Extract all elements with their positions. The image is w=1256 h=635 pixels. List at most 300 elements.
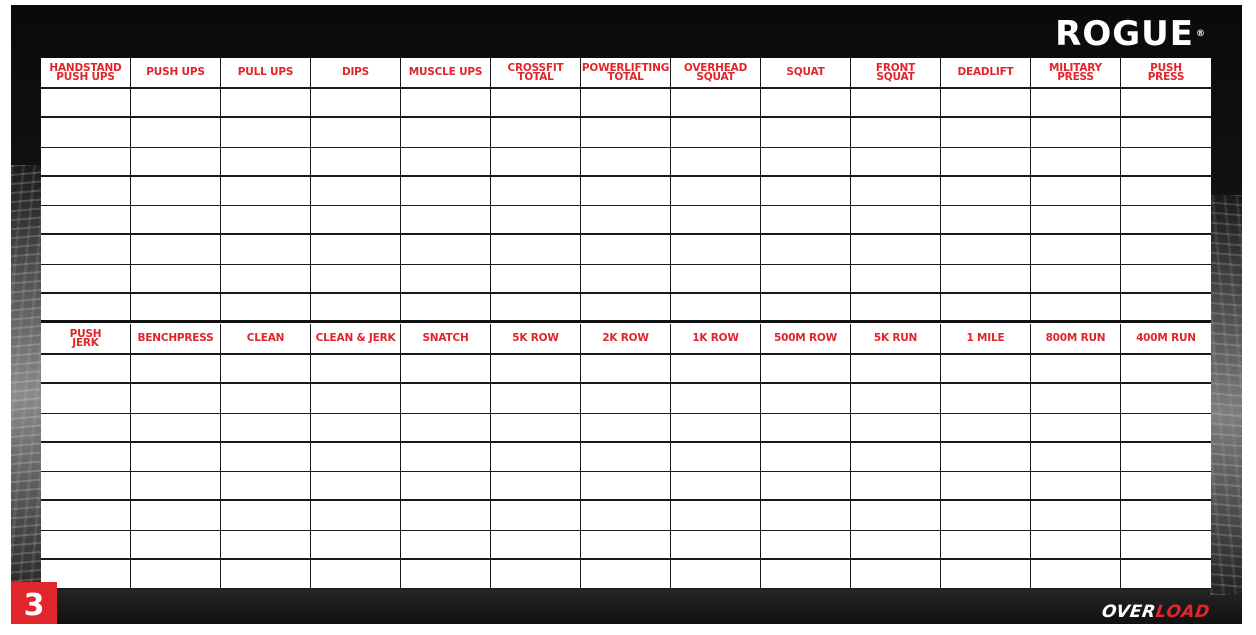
entry-slot[interactable]: [941, 265, 1030, 294]
record-column: [41, 58, 131, 323]
entry-slot[interactable]: [491, 355, 580, 384]
entry-slot[interactable]: [761, 265, 850, 294]
entry-slot[interactable]: [761, 414, 850, 443]
record-column: [1031, 58, 1121, 323]
entry-slot[interactable]: [221, 177, 310, 206]
entry-slot[interactable]: [761, 235, 850, 264]
entry-slot[interactable]: [311, 206, 400, 235]
column-header-label: [1147, 61, 1185, 83]
column-header-line: OVERHEAD: [683, 61, 748, 74]
entry-slot[interactable]: [671, 177, 760, 206]
entry-slot[interactable]: [1031, 294, 1120, 323]
entry-slot[interactable]: [491, 443, 580, 472]
entry-slot[interactable]: [41, 148, 130, 177]
entry-slot[interactable]: [1121, 89, 1211, 118]
entry-slot[interactable]: [851, 148, 940, 177]
entry-slot[interactable]: [1121, 148, 1211, 177]
column-header-label: [507, 61, 564, 83]
entry-slot[interactable]: [851, 472, 940, 501]
column-header-label: [238, 68, 293, 77]
column-header: [311, 58, 400, 89]
entry-slot[interactable]: [671, 235, 760, 264]
column-header-label: [774, 334, 837, 343]
entry-slot[interactable]: [941, 148, 1030, 177]
entry-slot[interactable]: [941, 560, 1030, 589]
grunge-texture-left: [11, 165, 45, 585]
entry-slot[interactable]: [491, 265, 580, 294]
column-header: [671, 324, 760, 355]
entry-slot[interactable]: [1121, 355, 1211, 384]
entry-slot[interactable]: [851, 89, 940, 118]
column-header-label: [967, 334, 1005, 343]
column-header-label: [692, 334, 739, 343]
entry-slot[interactable]: [941, 531, 1030, 560]
column-header: [761, 324, 850, 355]
record-column: [131, 58, 221, 323]
entry-slot[interactable]: [1031, 443, 1120, 472]
entry-slot[interactable]: [221, 501, 310, 530]
column-header-label: [1046, 334, 1106, 343]
entry-slot[interactable]: [1031, 148, 1120, 177]
entry-slot[interactable]: [1031, 206, 1120, 235]
entry-slot[interactable]: [761, 89, 850, 118]
record-column: [1121, 324, 1211, 589]
entry-slot[interactable]: [41, 384, 130, 413]
entry-slot[interactable]: [581, 294, 670, 323]
entry-slot[interactable]: [1121, 443, 1211, 472]
entry-slot[interactable]: [581, 443, 670, 472]
entry-slot[interactable]: [941, 294, 1030, 323]
entry-slot[interactable]: [671, 414, 760, 443]
entry-slot[interactable]: [491, 294, 580, 323]
entry-slot[interactable]: [131, 472, 220, 501]
entry-slot[interactable]: [671, 206, 760, 235]
entry-slot[interactable]: [941, 414, 1030, 443]
entry-slot[interactable]: [491, 384, 580, 413]
entry-slot[interactable]: [311, 384, 400, 413]
column-header-label: [1136, 334, 1196, 343]
entry-slot[interactable]: [311, 148, 400, 177]
entry-slot[interactable]: [491, 560, 580, 589]
entry-slot[interactable]: [41, 414, 130, 443]
column-header: [851, 324, 940, 355]
page-number-badge: 3: [11, 582, 57, 624]
entry-slot[interactable]: [1031, 501, 1120, 530]
column-header-line: CLEAN: [246, 332, 285, 344]
column-header-label: [581, 61, 670, 83]
entry-slot[interactable]: [401, 355, 490, 384]
entry-slot[interactable]: [401, 501, 490, 530]
entry-slot[interactable]: [491, 414, 580, 443]
entry-slot[interactable]: [401, 443, 490, 472]
entry-slot[interactable]: [941, 443, 1030, 472]
record-column: [851, 58, 941, 323]
column-header-line: PRESS: [1057, 70, 1094, 83]
entry-slot[interactable]: [941, 384, 1030, 413]
entry-slot[interactable]: [581, 206, 670, 235]
entry-slot[interactable]: [761, 118, 850, 147]
column-header-label: [957, 68, 1013, 77]
entry-slot[interactable]: [1121, 177, 1211, 206]
column-header-label: [409, 68, 483, 77]
entry-slot[interactable]: [581, 265, 670, 294]
entry-slot[interactable]: [1031, 560, 1120, 589]
column-header-line: TOTAL: [517, 70, 554, 83]
entry-slot[interactable]: [1121, 472, 1211, 501]
entry-slot[interactable]: [221, 118, 310, 147]
column-header-label: [316, 334, 396, 343]
entry-slot[interactable]: [941, 472, 1030, 501]
column-header-line: 1 MILE: [966, 332, 1005, 344]
entry-slot[interactable]: [1031, 235, 1120, 264]
entry-slot[interactable]: [851, 177, 940, 206]
entry-slot[interactable]: [131, 235, 220, 264]
entry-slot[interactable]: [671, 265, 760, 294]
record-column: [581, 58, 671, 323]
column-header-line: PUSH: [1150, 61, 1182, 74]
entry-slot[interactable]: [581, 384, 670, 413]
entry-slot[interactable]: [491, 206, 580, 235]
entry-slot[interactable]: [131, 531, 220, 560]
entry-slot[interactable]: [1121, 384, 1211, 413]
column-header: [581, 58, 670, 89]
entry-slot[interactable]: [761, 531, 850, 560]
column-header-line: PUSH UPS: [56, 70, 115, 83]
column-header: [1031, 58, 1120, 89]
record-column: [491, 324, 581, 589]
entry-slot[interactable]: [131, 206, 220, 235]
entry-slot[interactable]: [221, 294, 310, 323]
entry-slot[interactable]: [1031, 118, 1120, 147]
entry-slot[interactable]: [1121, 414, 1211, 443]
entry-slot[interactable]: [221, 89, 310, 118]
entry-slot[interactable]: [221, 414, 310, 443]
entry-slot[interactable]: [1121, 235, 1211, 264]
entry-slot[interactable]: [1031, 531, 1120, 560]
column-header: [671, 58, 760, 89]
entry-slot[interactable]: [311, 294, 400, 323]
column-header-label: [49, 61, 122, 83]
entry-slot[interactable]: [581, 235, 670, 264]
column-header-line: CLEAN & JERK: [315, 332, 396, 344]
entry-slot[interactable]: [671, 294, 760, 323]
entry-slot[interactable]: [131, 148, 220, 177]
entry-slot[interactable]: [1121, 294, 1211, 323]
entry-slot[interactable]: [941, 501, 1030, 530]
entry-slot[interactable]: [401, 206, 490, 235]
record-column: [131, 324, 221, 589]
entry-slot[interactable]: [1121, 206, 1211, 235]
entry-slot[interactable]: [1121, 531, 1211, 560]
column-header: [1121, 58, 1211, 89]
entry-slot[interactable]: [941, 235, 1030, 264]
column-header-label: [786, 68, 824, 77]
entry-slot[interactable]: [41, 294, 130, 323]
entry-slot[interactable]: [851, 235, 940, 264]
entry-slot[interactable]: [941, 118, 1030, 147]
column-header: [761, 58, 850, 89]
entry-slot[interactable]: [131, 414, 220, 443]
entry-slot[interactable]: [491, 177, 580, 206]
column-header-line: MILITARY: [1049, 61, 1102, 74]
record-column: [761, 324, 851, 589]
entry-slot[interactable]: [401, 265, 490, 294]
entry-slot[interactable]: [1121, 118, 1211, 147]
entry-slot[interactable]: [761, 355, 850, 384]
entry-slot[interactable]: [491, 235, 580, 264]
column-header-line: 800M RUN: [1045, 332, 1106, 344]
entry-slot[interactable]: [41, 443, 130, 472]
column-header-line: HANDSTAND: [49, 61, 122, 74]
entry-slot[interactable]: [221, 235, 310, 264]
column-header-line: SQUAT: [786, 66, 825, 78]
column-header-line: PUSH: [69, 327, 102, 340]
entry-slot[interactable]: [41, 89, 130, 118]
record-column: [41, 324, 131, 589]
entry-slot[interactable]: [851, 355, 940, 384]
column-header-line: SQUAT: [876, 70, 915, 83]
entry-slot[interactable]: [1031, 384, 1120, 413]
column-header-label: [422, 334, 468, 343]
entry-slot[interactable]: [581, 89, 670, 118]
entry-slot[interactable]: [1031, 414, 1120, 443]
record-column: [401, 324, 491, 589]
overload-logo-part1: OVER: [1100, 602, 1158, 622]
entry-slot[interactable]: [221, 265, 310, 294]
entry-slot[interactable]: [401, 560, 490, 589]
entry-slot[interactable]: [761, 177, 850, 206]
entry-slot[interactable]: [851, 206, 940, 235]
entry-slot[interactable]: [851, 501, 940, 530]
entry-slot[interactable]: [941, 355, 1030, 384]
record-column: [671, 58, 761, 323]
column-header-line: 5K ROW: [512, 332, 559, 344]
entry-slot[interactable]: [581, 118, 670, 147]
entry-slot[interactable]: [1031, 265, 1120, 294]
column-header-label: [137, 334, 213, 343]
entry-slot[interactable]: [221, 355, 310, 384]
column-header-line: JERK: [72, 336, 99, 349]
entry-slot[interactable]: [581, 501, 670, 530]
entry-slot[interactable]: [41, 235, 130, 264]
entry-slot[interactable]: [221, 560, 310, 589]
entry-slot[interactable]: [1121, 265, 1211, 294]
overload-logo: [1101, 602, 1211, 622]
entry-slot[interactable]: [131, 560, 220, 589]
entry-slot[interactable]: [41, 501, 130, 530]
entry-slot[interactable]: [131, 294, 220, 323]
entry-slot[interactable]: [491, 118, 580, 147]
entry-slot[interactable]: [41, 177, 130, 206]
entry-slot[interactable]: [491, 89, 580, 118]
entry-slot[interactable]: [41, 531, 130, 560]
section-strength: [41, 58, 1211, 323]
column-header: [131, 58, 220, 89]
entry-slot[interactable]: [131, 501, 220, 530]
column-header: [491, 58, 580, 89]
entry-slot[interactable]: [671, 148, 760, 177]
entry-slot[interactable]: [761, 206, 850, 235]
entry-slot[interactable]: [761, 294, 850, 323]
entry-slot[interactable]: [131, 265, 220, 294]
entry-slot[interactable]: [1031, 89, 1120, 118]
entry-slot[interactable]: [671, 355, 760, 384]
entry-slot[interactable]: [671, 501, 760, 530]
record-column: [221, 58, 311, 323]
entry-slot[interactable]: [311, 472, 400, 501]
entry-slot[interactable]: [491, 148, 580, 177]
column-header-line: DEADLIFT: [957, 66, 1014, 78]
entry-slot[interactable]: [671, 118, 760, 147]
record-column: [1031, 324, 1121, 589]
entry-slot[interactable]: [311, 265, 400, 294]
entry-slot[interactable]: [581, 560, 670, 589]
column-header: [491, 324, 580, 355]
record-column: [941, 324, 1031, 589]
column-header-line: CROSSFIT: [507, 61, 564, 74]
entry-slot[interactable]: [671, 472, 760, 501]
entry-slot[interactable]: [41, 472, 130, 501]
entry-slot[interactable]: [311, 177, 400, 206]
overload-logo-part2: LOAD: [1154, 602, 1212, 622]
entry-slot[interactable]: [1031, 177, 1120, 206]
entry-slot[interactable]: [131, 384, 220, 413]
entry-slot[interactable]: [311, 118, 400, 147]
entry-slot[interactable]: [581, 148, 670, 177]
column-header-line: SQUAT: [696, 70, 735, 83]
entry-slot[interactable]: [401, 235, 490, 264]
entry-slot[interactable]: [851, 384, 940, 413]
record-column: [581, 324, 671, 589]
entry-slot[interactable]: [221, 531, 310, 560]
entry-slot[interactable]: [311, 501, 400, 530]
entry-slot[interactable]: [401, 177, 490, 206]
column-header-label: [875, 61, 916, 83]
entry-slot[interactable]: [941, 206, 1030, 235]
entry-slot[interactable]: [1121, 501, 1211, 530]
entry-slot[interactable]: [851, 118, 940, 147]
entry-slot[interactable]: [41, 206, 130, 235]
column-header-label: [683, 61, 748, 83]
entry-slot[interactable]: [491, 501, 580, 530]
entry-slot[interactable]: [131, 443, 220, 472]
column-header-line: FRONT: [875, 61, 916, 74]
entry-slot[interactable]: [671, 531, 760, 560]
entry-slot[interactable]: [311, 235, 400, 264]
column-header-line: PUSH UPS: [146, 66, 205, 78]
entry-slot[interactable]: [671, 384, 760, 413]
column-header-label: [342, 68, 369, 77]
entry-slot[interactable]: [851, 531, 940, 560]
entry-slot[interactable]: [761, 148, 850, 177]
entry-slot[interactable]: [581, 414, 670, 443]
entry-slot[interactable]: [401, 89, 490, 118]
column-header: [1121, 324, 1211, 355]
entry-slot[interactable]: [311, 89, 400, 118]
entry-slot[interactable]: [401, 118, 490, 147]
entry-slot[interactable]: [851, 265, 940, 294]
column-header-line: MUSCLE UPS: [408, 66, 483, 78]
entry-slot[interactable]: [401, 148, 490, 177]
entry-slot[interactable]: [1031, 355, 1120, 384]
entry-slot[interactable]: [311, 560, 400, 589]
column-header-line: BENCHPRESS: [137, 332, 214, 344]
column-header-label: [874, 334, 917, 343]
column-header: [851, 58, 940, 89]
column-header-line: DIPS: [341, 66, 370, 78]
column-header-line: PRESS: [1147, 70, 1185, 83]
entry-slot[interactable]: [131, 118, 220, 147]
column-header-line: 2K ROW: [602, 332, 649, 344]
entry-slot[interactable]: [581, 472, 670, 501]
record-column: [491, 58, 581, 323]
entry-slot[interactable]: [131, 89, 220, 118]
entry-slot[interactable]: [311, 443, 400, 472]
entry-slot[interactable]: [761, 384, 850, 413]
entry-slot[interactable]: [401, 414, 490, 443]
entry-slot[interactable]: [851, 294, 940, 323]
entry-slot[interactable]: [41, 118, 130, 147]
entry-slot[interactable]: [41, 355, 130, 384]
entry-slot[interactable]: [221, 443, 310, 472]
record-column: [221, 324, 311, 589]
entry-slot[interactable]: [581, 531, 670, 560]
column-header-line: PULL UPS: [237, 66, 294, 78]
entry-slot[interactable]: [1031, 472, 1120, 501]
entry-slot[interactable]: [221, 472, 310, 501]
entry-slot[interactable]: [851, 414, 940, 443]
entry-slot[interactable]: [491, 472, 580, 501]
entry-slot[interactable]: [311, 531, 400, 560]
entry-slot[interactable]: [311, 414, 400, 443]
entry-slot[interactable]: [671, 443, 760, 472]
rogue-logo: [1055, 13, 1206, 55]
entry-slot[interactable]: [131, 355, 220, 384]
entry-slot[interactable]: [671, 89, 760, 118]
section-conditioning: [41, 324, 1211, 589]
entry-slot[interactable]: [401, 531, 490, 560]
entry-slot[interactable]: [671, 560, 760, 589]
entry-slot[interactable]: [131, 177, 220, 206]
entry-slot[interactable]: [491, 531, 580, 560]
entry-slot[interactable]: [581, 177, 670, 206]
entry-slot[interactable]: [401, 472, 490, 501]
entry-slot[interactable]: [761, 472, 850, 501]
entry-slot[interactable]: [941, 177, 1030, 206]
entry-slot[interactable]: [851, 560, 940, 589]
entry-slot[interactable]: [851, 443, 940, 472]
column-header: [221, 324, 310, 355]
entry-slot[interactable]: [761, 560, 850, 589]
entry-slot[interactable]: [581, 355, 670, 384]
record-column: [851, 324, 941, 589]
entry-slot[interactable]: [311, 355, 400, 384]
entry-slot[interactable]: [401, 294, 490, 323]
entry-slot[interactable]: [221, 148, 310, 177]
entry-slot[interactable]: [221, 206, 310, 235]
entry-slot[interactable]: [401, 384, 490, 413]
entry-slot[interactable]: [761, 501, 850, 530]
entry-slot[interactable]: [941, 89, 1030, 118]
column-header: [941, 324, 1030, 355]
entry-slot[interactable]: [1121, 560, 1211, 589]
record-column: [1121, 58, 1211, 323]
record-column: [761, 58, 851, 323]
entry-slot[interactable]: [761, 443, 850, 472]
entry-slot[interactable]: [221, 384, 310, 413]
entry-slot[interactable]: [41, 265, 130, 294]
column-header: [41, 324, 130, 355]
